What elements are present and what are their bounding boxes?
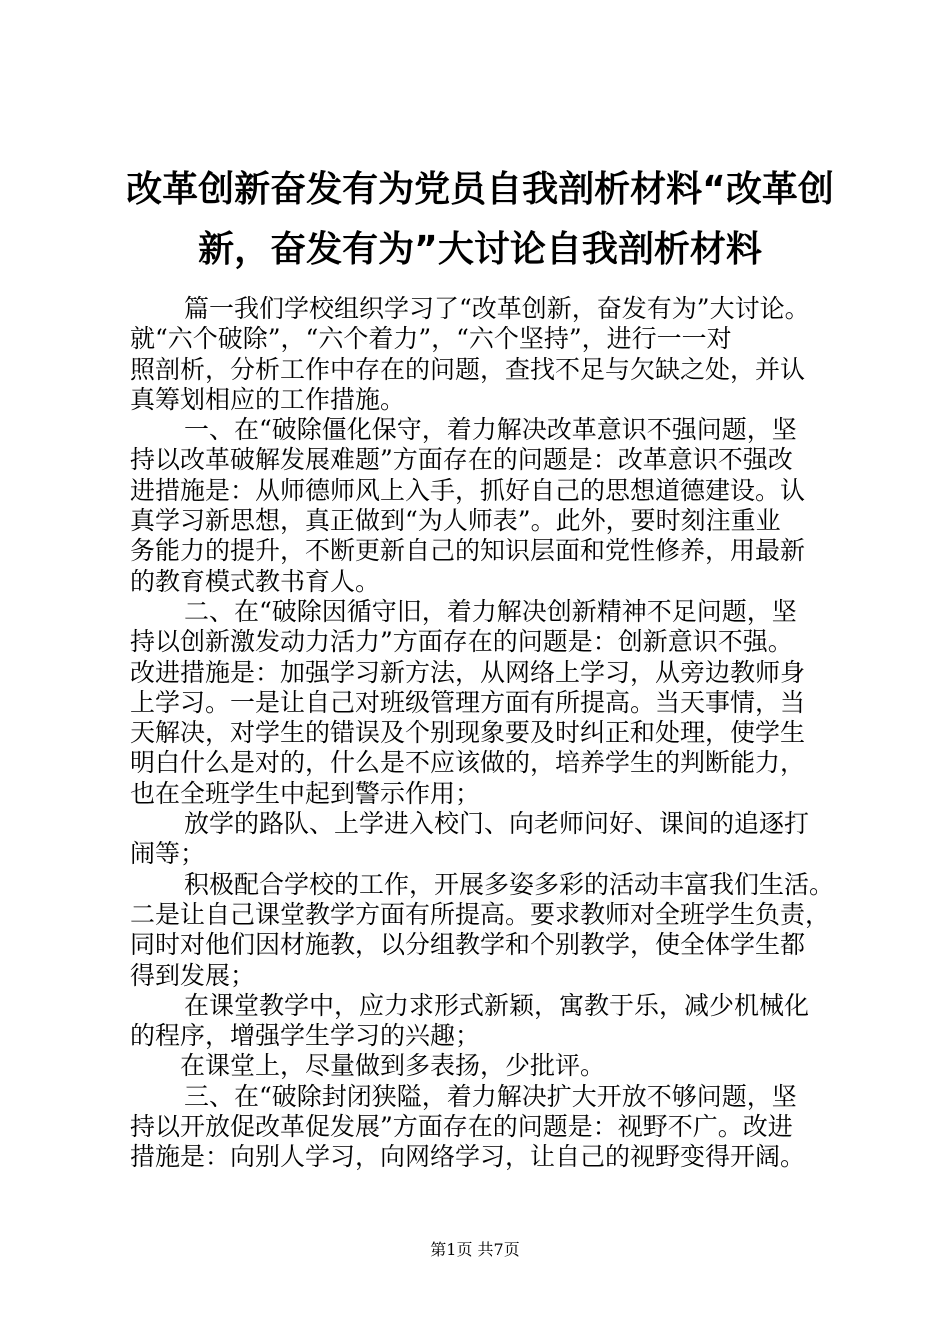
paragraph-section-2	[130, 597, 840, 809]
paragraph-section-1	[130, 415, 840, 597]
title-line: 改革创新奋发有为党员自我剖析材料“改革创	[126, 169, 834, 210]
text-line: 天解决，对学生的错误及个别现象要及时纠正和处理，使学生	[130, 718, 806, 748]
text-line: 闹等；	[130, 839, 206, 869]
paragraph-section-3	[130, 1082, 840, 1173]
text-line: 的程序，增强学生学习的兴趣；	[130, 1021, 481, 1051]
text-line: 真学习新思想，真正做到“为人师表”。此外，要时刻注重业	[130, 506, 781, 536]
paragraph-item	[130, 1051, 840, 1081]
text-line: 改进措施是：加强学习新方法，从网络上学习，从旁边教师身	[130, 657, 806, 687]
text-line: 积极配合学校的工作，开展多姿多彩的活动丰富我们生活。	[184, 869, 835, 899]
text-line: 持以改革破解发展难题”方面存在的问题是：改革意识不强改	[130, 445, 793, 475]
paragraph-item	[130, 991, 840, 1052]
text-line: 持以开放促改革促发展”方面存在的问题是：视野不广。改进	[130, 1112, 793, 1142]
paragraph-item	[130, 870, 840, 991]
document-body	[130, 294, 840, 1173]
page-number-footer: 第1页 共7页	[430, 1240, 520, 1259]
text-line: 三、在“破除封闭狭隘，着力解决扩大开放不够问题，坚	[184, 1081, 797, 1111]
text-line: 明白什么是对的，什么是不应该做的，培养学生的判断能力，	[130, 748, 806, 778]
text-line: 照剖析，分析工作中存在的问题，查找不足与欠缺之处，并认	[130, 354, 806, 384]
text-line: 在课堂上，尽量做到多表扬，少批评。	[180, 1051, 606, 1081]
text-line: 得到发展；	[130, 960, 256, 990]
text-line: 一、在“破除僵化保守，着力解决改革意识不强问题，坚	[184, 415, 797, 445]
text-line: 真筹划相应的工作措施。	[130, 384, 406, 414]
text-line: 进措施是：从师德师风上入手，抓好自己的思想道德建设。认	[130, 475, 806, 505]
text-line: 放学的路队、上学进入校门、向老师问好、课间的追逐打	[184, 809, 810, 839]
paragraph-item	[130, 809, 840, 870]
text-line: 就“六个破除”，“六个着力”，“六个坚持”，进行一一对	[130, 324, 732, 354]
text-line: 在课堂教学中，应力求形式新颖，寓教于乐，减少机械化	[184, 990, 810, 1020]
text-line: 措施是：向别人学习，向网络学习，让自己的视野变得开阔。	[130, 1142, 806, 1172]
text-line: 二是让自己课堂教学方面有所提高。要求教师对全班学生负责，	[130, 899, 831, 929]
document-title	[120, 160, 840, 280]
text-line: 持以创新激发动力活力”方面存在的问题是：创新意识不强。	[130, 627, 793, 657]
text-line: 篇一我们学校组织学习了“改革创新，奋发有为”大讨论。	[184, 294, 810, 323]
text-line: 上学习。一是让自己对班级管理方面有所提高。当天事情，当	[130, 687, 806, 717]
text-line: 的教育模式教书育人。	[130, 566, 381, 596]
paragraph-intro	[130, 294, 840, 415]
text-line: 同时对他们因材施教，以分组教学和个别教学，使全体学生都	[130, 930, 806, 960]
text-line: 务能力的提升，不断更新自己的知识层面和党性修养，用最新	[130, 536, 806, 566]
title-line: 新，奋发有为”大讨论自我剖析材料	[198, 229, 762, 270]
text-line: 二、在“破除因循守旧，着力解决创新精神不足问题，坚	[184, 596, 797, 626]
text-line: 也在全班学生中起到警示作用；	[130, 778, 481, 808]
